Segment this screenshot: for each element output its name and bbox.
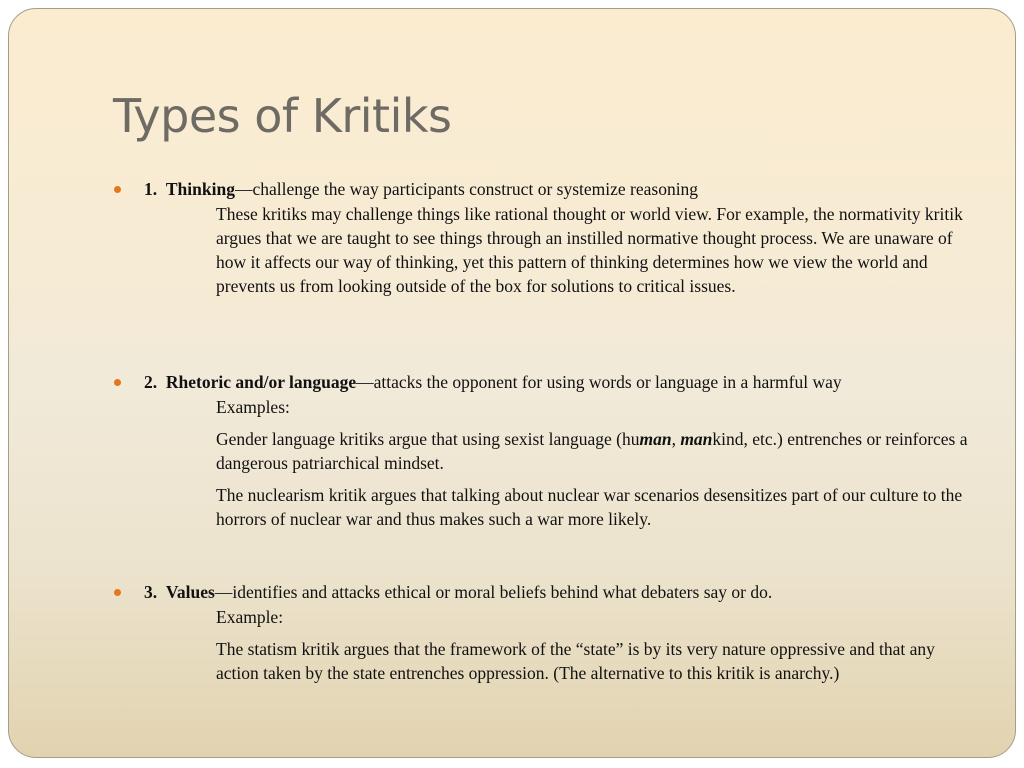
section-description: —challenge the way participants construct or systemize reasoning (234, 179, 699, 199)
gender-text-after: kind, etc.) entrenches or reinforces a dangerous patriarchical mindset. (216, 429, 968, 473)
section-number: 3. (144, 582, 158, 602)
section-number: 1. (144, 179, 158, 199)
bullet-text (144, 179, 698, 199)
nuclearism-paragraph: The nuclearism kritik argues that talking about nuclear war scenarios desensitizes part of our culture to the horrors of nuclear war and thus makes such a war more likely. (216, 485, 963, 529)
slide-title: Types of Kritiks (113, 89, 452, 143)
section-description: —attacks the opponent for using words or language in a harmful way (356, 372, 842, 392)
example-label: Example: (216, 607, 284, 627)
bullet-dot-icon (114, 589, 121, 596)
slide (8, 8, 1016, 758)
section-heading: Values (165, 582, 215, 602)
bullet-thinking (117, 179, 698, 200)
gender-paragraph (216, 427, 976, 475)
examples-label: Examples: (216, 397, 290, 417)
statism-paragraph: The statism kritik argues that the framework of the “state” is by its very nature oppressive and that any action taken by the state entrenches oppression. (The alternative to this kritik is anarchy.) (216, 639, 935, 683)
thinking-paragraph: These kritiks may challenge things like rational thought or world view. For example, the normativity kritik argues that we are taught to see things through an instilled normative thought process. We are unaware of how it affects our way of thinking, yet this pattern of thinking determines how we view the world and prevents us from looking outside of the box for solutions to critical issues. (216, 204, 963, 296)
bullet-dot-icon (114, 379, 121, 386)
section-description: —identifies and attacks ethical or moral beliefs behind what debaters say or do. (214, 582, 773, 602)
bullet-text (144, 372, 842, 392)
bullet-dot-icon (114, 186, 121, 193)
section-heading: Thinking (165, 179, 235, 199)
bullet-rhetoric (117, 372, 842, 393)
bullet-text (144, 582, 772, 602)
gender-emphasis-1: man (639, 429, 672, 449)
section-number: 2. (144, 372, 158, 392)
gender-emphasis-2: man (680, 429, 713, 449)
bullet-values (117, 582, 772, 603)
gender-text-mid: , (671, 429, 681, 449)
section-heading: Rhetoric and/or language (165, 372, 357, 392)
gender-text-before: Gender language kritiks argue that using sexist language (hu (216, 429, 640, 449)
